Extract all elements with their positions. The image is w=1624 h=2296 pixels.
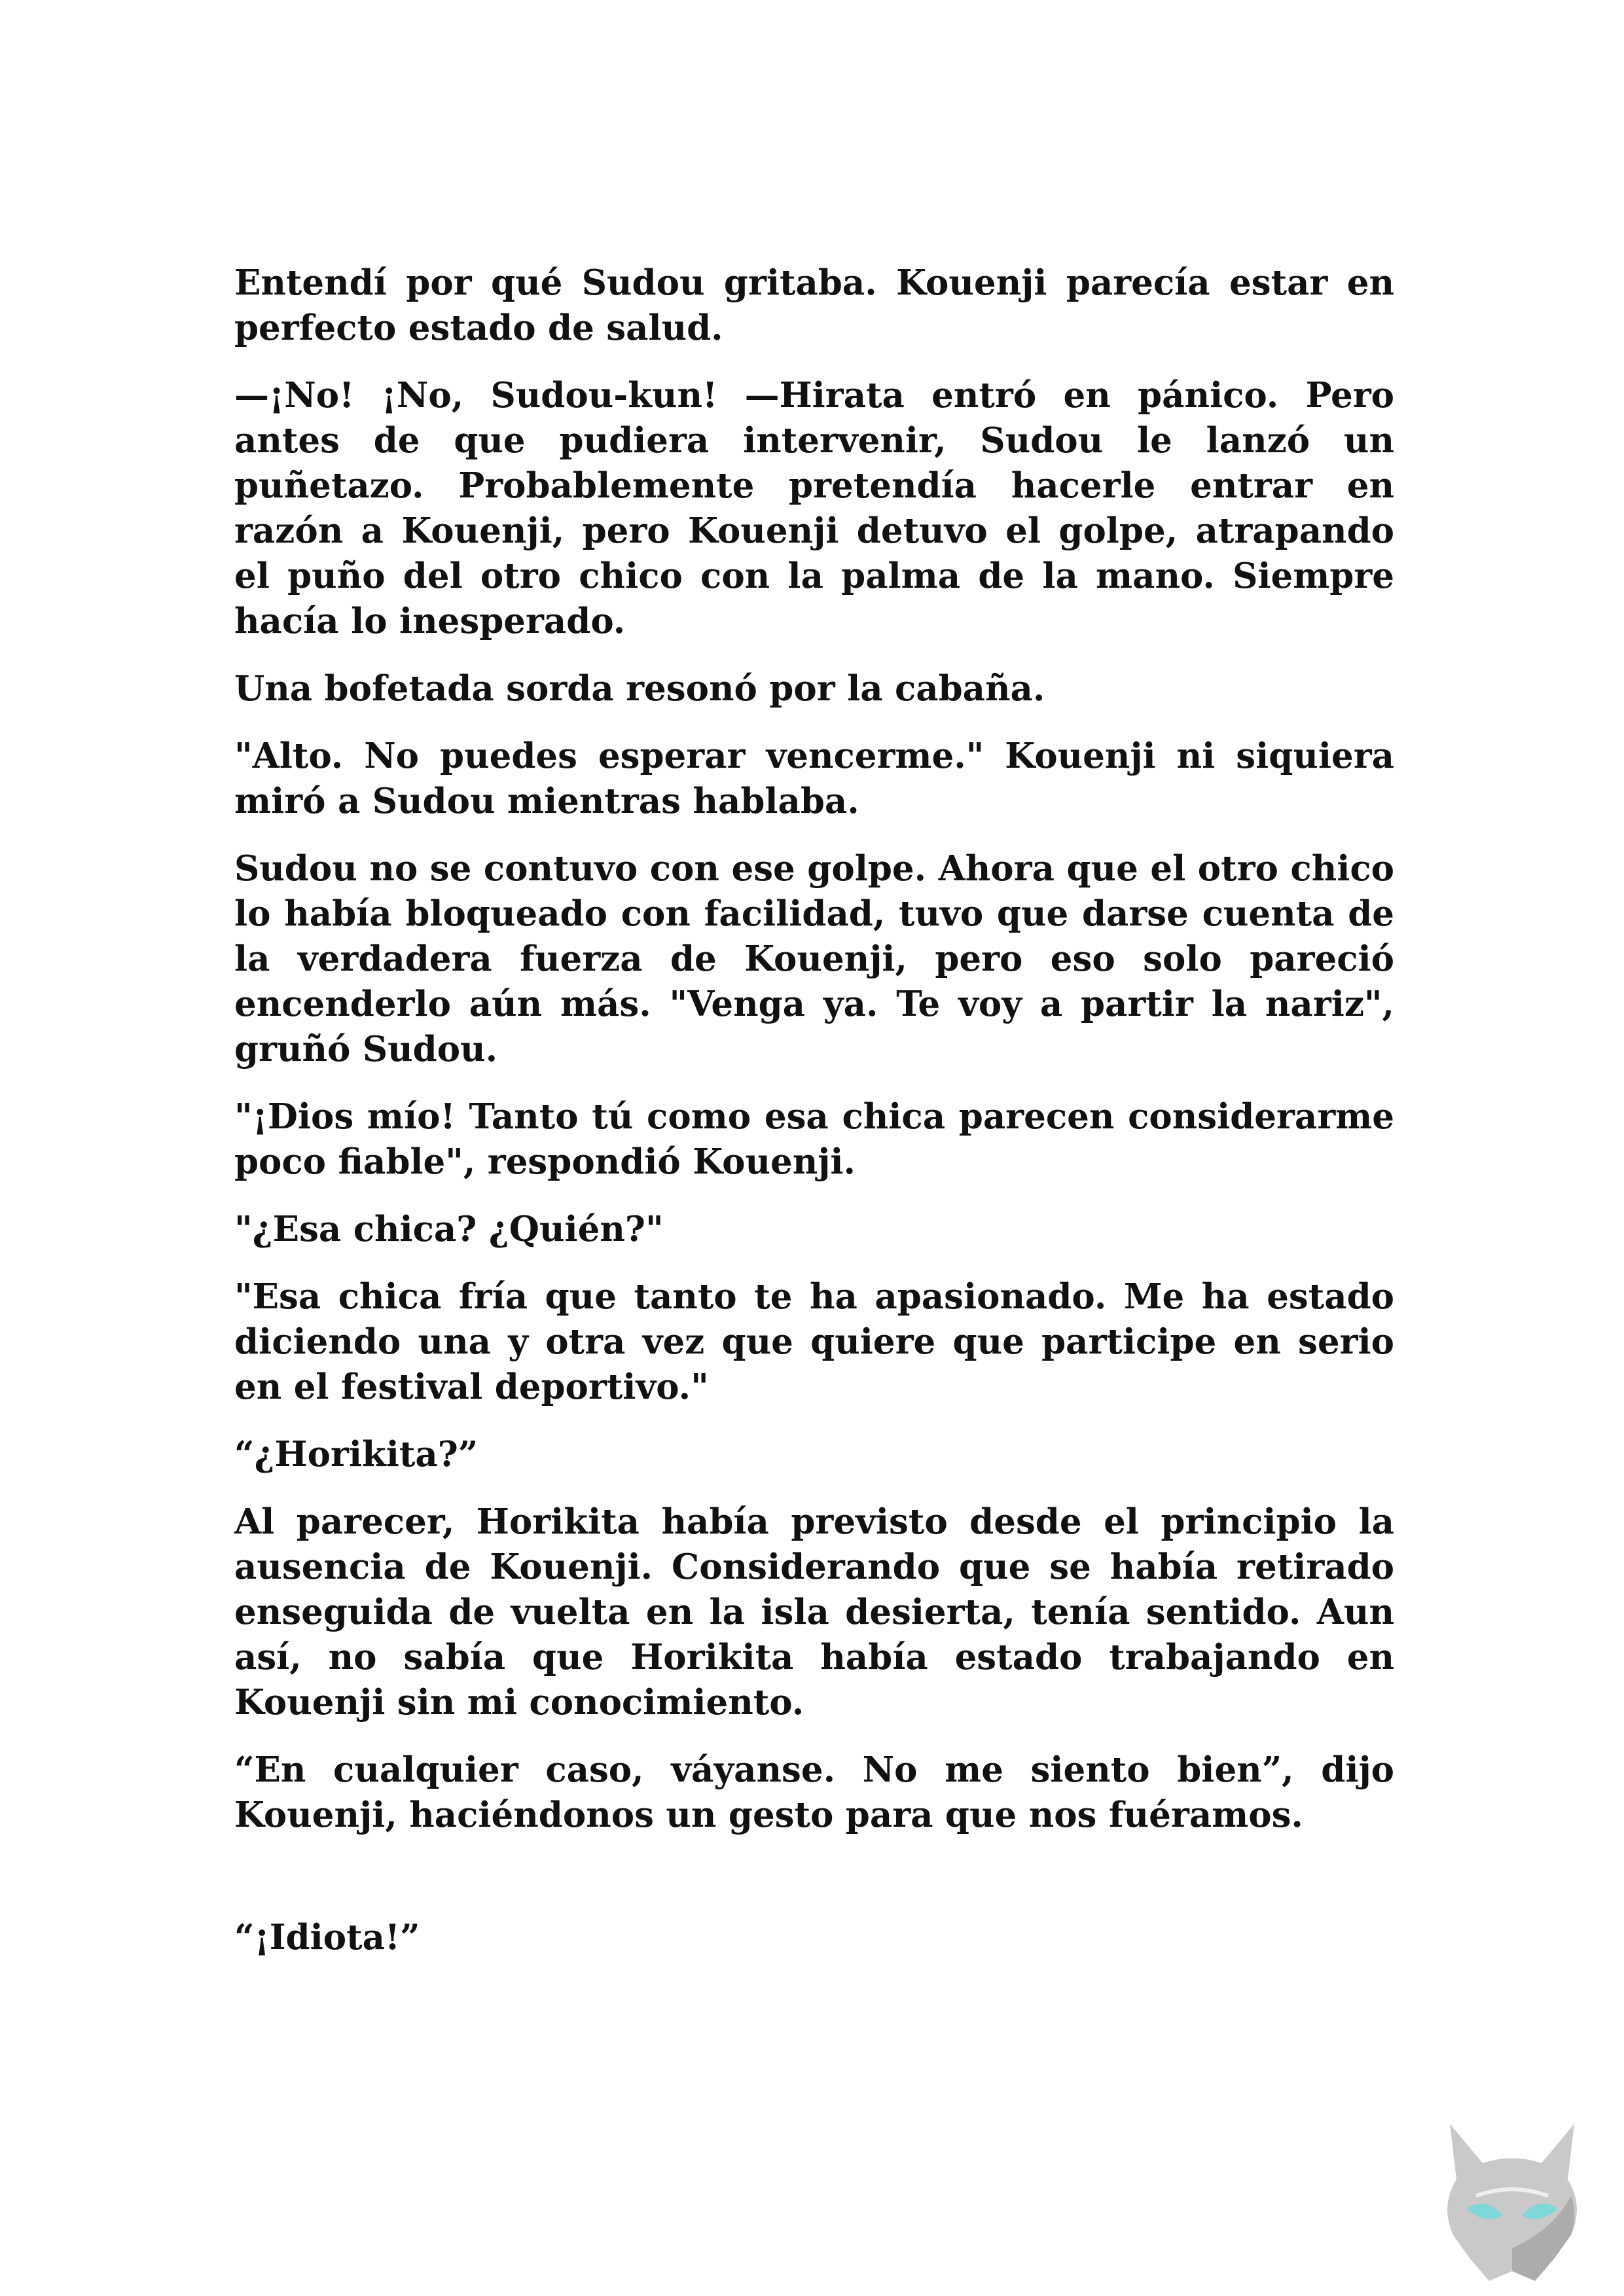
paragraph: "¡Dios mío! Tanto tú como esa chica parecen considerarme poco fiable", respondió Kouenji. — [234, 1096, 1394, 1182]
demon-head-logo-icon — [1437, 2117, 1587, 2287]
body-text — [234, 260, 1394, 1982]
paragraph: Sudou no se contuvo con ese golpe. Ahora que el otro chico lo había bloqueado con facilidad, tuvo que darse cuenta de la verdadera fuerza de Kouenji, pero eso solo pareció encenderlo aún más. "Venga ya. Te voy a partir la nariz", gruñó Sudou. — [234, 848, 1394, 1069]
paragraph: “¿Horikita?” — [234, 1434, 478, 1475]
paragraph: “En cualquier caso, váyanse. No me siento bien”, dijo Kouenji, haciéndonos un gesto para que nos fuéramos. — [234, 1749, 1394, 1835]
paragraph: Una bofetada sorda resonó por la cabaña. — [234, 668, 1045, 709]
paragraph: "¿Esa chica? ¿Quién?" — [234, 1209, 664, 1249]
paragraph: Al parecer, Horikita había previsto desde el principio la ausencia de Kouenji. Considerando que se había retirado enseguida de vuelta en la isla desierta, tenía sentido. Aun así, no sabía que Horikita había estado trabajando en Kouenji sin mi conocimiento. — [234, 1501, 1394, 1723]
paragraph: —¡No! ¡No, Sudou-kun! —Hirata entró en pánico. Pero antes de que pudiera intervenir, Sudou le lanzó un puñetazo. Probablemente pretendía hacerle entrar en razón a Kouenji, pero Kouenji detuvo el golpe, atrapando el puño del otro chico con la palma de la mano. Siempre hacía lo inesperado. — [234, 375, 1394, 641]
demon-head-logo-svg — [1437, 2117, 1587, 2287]
paragraph: Entendí por qué Sudou gritaba. Kouenji parecía estar en perfecto estado de salud. — [234, 262, 1394, 348]
paragraph: "Alto. No puedes esperar vencerme." Kouenji ni siquiera miró a Sudou mientras hablaba. — [234, 736, 1394, 821]
paragraph: "Esa chica fría que tanto te ha apasionado. Me ha estado diciendo una y otra vez que quiere que participe en serio en el festival deportivo." — [234, 1276, 1394, 1407]
paragraph: “¡Idiota!” — [234, 1917, 420, 1958]
